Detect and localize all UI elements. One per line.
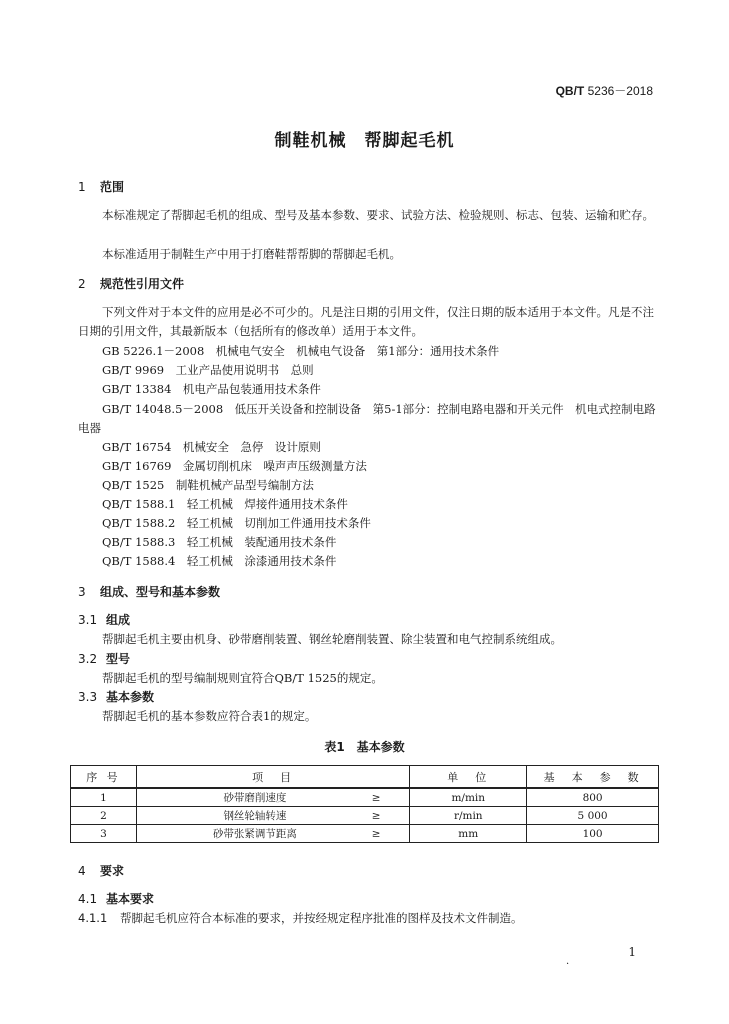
table-row bbox=[71, 807, 659, 825]
reference-item: QB/T 1588.2 轻工机械 切削加工件通用技术条件 bbox=[102, 516, 371, 530]
section-1-paragraph-1: 本标准规定了帮脚起毛机的组成、型号及基本参数、要求、试验方法、检验规则、标志、包装、运输和贮存。 bbox=[102, 208, 654, 222]
page-mark: . bbox=[566, 956, 570, 967]
reference-item: QB/T 1588.1 轻工机械 焊接件通用技术条件 bbox=[102, 497, 348, 511]
subsection-3-1-heading bbox=[78, 611, 130, 628]
subsection-title: 基本参数 bbox=[106, 690, 155, 704]
reference-item: GB/T 13384 机电产品包装通用技术条件 bbox=[102, 382, 321, 396]
table-cell: 100 bbox=[527, 825, 659, 843]
table-cell: m/min bbox=[410, 788, 527, 807]
section-number: 3 bbox=[78, 585, 86, 599]
document-title: 制鞋机械 帮脚起毛机 bbox=[274, 131, 455, 151]
subsection-3-2-text: 帮脚起毛机的型号编制规则宜符合QB/T 1525的规定。 bbox=[102, 671, 383, 685]
reference-item: QB/T 1525 制鞋机械产品型号编制方法 bbox=[102, 478, 314, 492]
table-cell: 5 000 bbox=[527, 807, 659, 825]
table-cell: ≥ bbox=[343, 788, 410, 807]
subsection-3-2-heading bbox=[78, 650, 130, 667]
subsection-number: 3.3 bbox=[78, 690, 98, 704]
section-2-paragraph-1: 下列文件对于本文件的应用是必不可少的。凡是注日期的引用文件，仅注日期的版本适用于本文件。凡是不注日期的引用文件，其最新版本（包括所有的修改单）适用于本文件。 bbox=[78, 305, 654, 338]
standard-prefix: QB/T bbox=[555, 84, 585, 98]
reference-item: GB/T 16754 机械安全 急停 设计原则 bbox=[102, 440, 321, 454]
section-2-heading bbox=[78, 275, 184, 292]
section-number: 4 bbox=[78, 864, 86, 878]
section-3-heading bbox=[78, 583, 220, 600]
table-header-cell: 项 目 bbox=[136, 766, 409, 789]
subsection-title: 基本要求 bbox=[106, 892, 155, 906]
table-row bbox=[71, 788, 659, 807]
section-title: 规范性引用文件 bbox=[100, 277, 185, 291]
standard-code: 5236－2018 bbox=[584, 84, 653, 98]
section-title: 范围 bbox=[100, 180, 125, 194]
table-caption: 表1 基本参数 bbox=[324, 740, 405, 754]
table-header-cell: 基 本 参 数 bbox=[527, 766, 659, 789]
table-cell: 2 bbox=[71, 807, 137, 825]
section-number: 1 bbox=[78, 180, 86, 194]
reference-item: QB/T 1588.4 轻工机械 涂漆通用技术条件 bbox=[102, 554, 337, 568]
table-header-cell: 序 号 bbox=[71, 766, 137, 789]
clause-4-1-1 bbox=[78, 909, 523, 927]
table-cell: 1 bbox=[71, 788, 137, 807]
table-cell: 800 bbox=[527, 788, 659, 807]
subsection-3-3-text: 帮脚起毛机的基本参数应符合表1的规定。 bbox=[102, 709, 317, 723]
table-header-cell: 单 位 bbox=[410, 766, 527, 789]
standard-number bbox=[556, 82, 653, 99]
table-cell: mm bbox=[410, 825, 527, 843]
subsection-number: 4.1 bbox=[78, 892, 98, 906]
page-number: 1 bbox=[628, 945, 636, 959]
table-row bbox=[71, 825, 659, 843]
clause-text: 帮脚起毛机应符合本标准的要求，并按经规定程序批准的图样及技术文件制造。 bbox=[120, 911, 523, 925]
section-1-paragraph-2: 本标准适用于制鞋生产中用于打磨鞋帮帮脚的帮脚起毛机。 bbox=[102, 247, 401, 261]
table-cell: 钢丝轮轴转速 bbox=[136, 807, 343, 825]
section-title: 要求 bbox=[100, 864, 125, 878]
section-4-heading bbox=[78, 862, 124, 879]
subsection-number: 3.2 bbox=[78, 652, 98, 666]
subsection-3-3-heading bbox=[78, 688, 154, 705]
table-cell: 3 bbox=[71, 825, 137, 843]
subsection-title: 组成 bbox=[106, 613, 131, 627]
reference-item: GB/T 14048.5－2008 低压开关设备和控制设备 第5-1部分：控制电路电器和开关元件 机电式控制电路电器 bbox=[78, 402, 656, 435]
subsection-4-1-heading bbox=[78, 890, 154, 907]
reference-item: GB 5226.1－2008 机械电气安全 机械电气设备 第1部分：通用技术条件 bbox=[102, 344, 500, 358]
table-cell: ≥ bbox=[343, 825, 410, 843]
table-cell: 砂带张紧调节距离 bbox=[136, 825, 343, 843]
table-cell: r/min bbox=[410, 807, 527, 825]
reference-item: GB/T 9969 工业产品使用说明书 总则 bbox=[102, 363, 314, 377]
clause-number: 4.1.1 bbox=[78, 911, 108, 925]
table-cell: 砂带磨削速度 bbox=[136, 788, 343, 807]
subsection-3-1-text: 帮脚起毛机主要由机身、砂带磨削装置、钢丝轮磨削装置、除尘装置和电气控制系统组成。 bbox=[102, 632, 562, 646]
section-title: 组成、型号和基本参数 bbox=[100, 585, 221, 599]
subsection-title: 型号 bbox=[106, 652, 131, 666]
section-number: 2 bbox=[78, 277, 86, 291]
table-cell: ≥ bbox=[343, 807, 410, 825]
parameters-table bbox=[70, 765, 659, 843]
reference-item: QB/T 1588.3 轻工机械 装配通用技术条件 bbox=[102, 535, 337, 549]
section-1-heading bbox=[78, 178, 124, 195]
reference-item: GB/T 16769 金属切削机床 噪声声压级测量方法 bbox=[102, 459, 367, 473]
table-header-row bbox=[71, 766, 659, 789]
subsection-number: 3.1 bbox=[78, 613, 98, 627]
